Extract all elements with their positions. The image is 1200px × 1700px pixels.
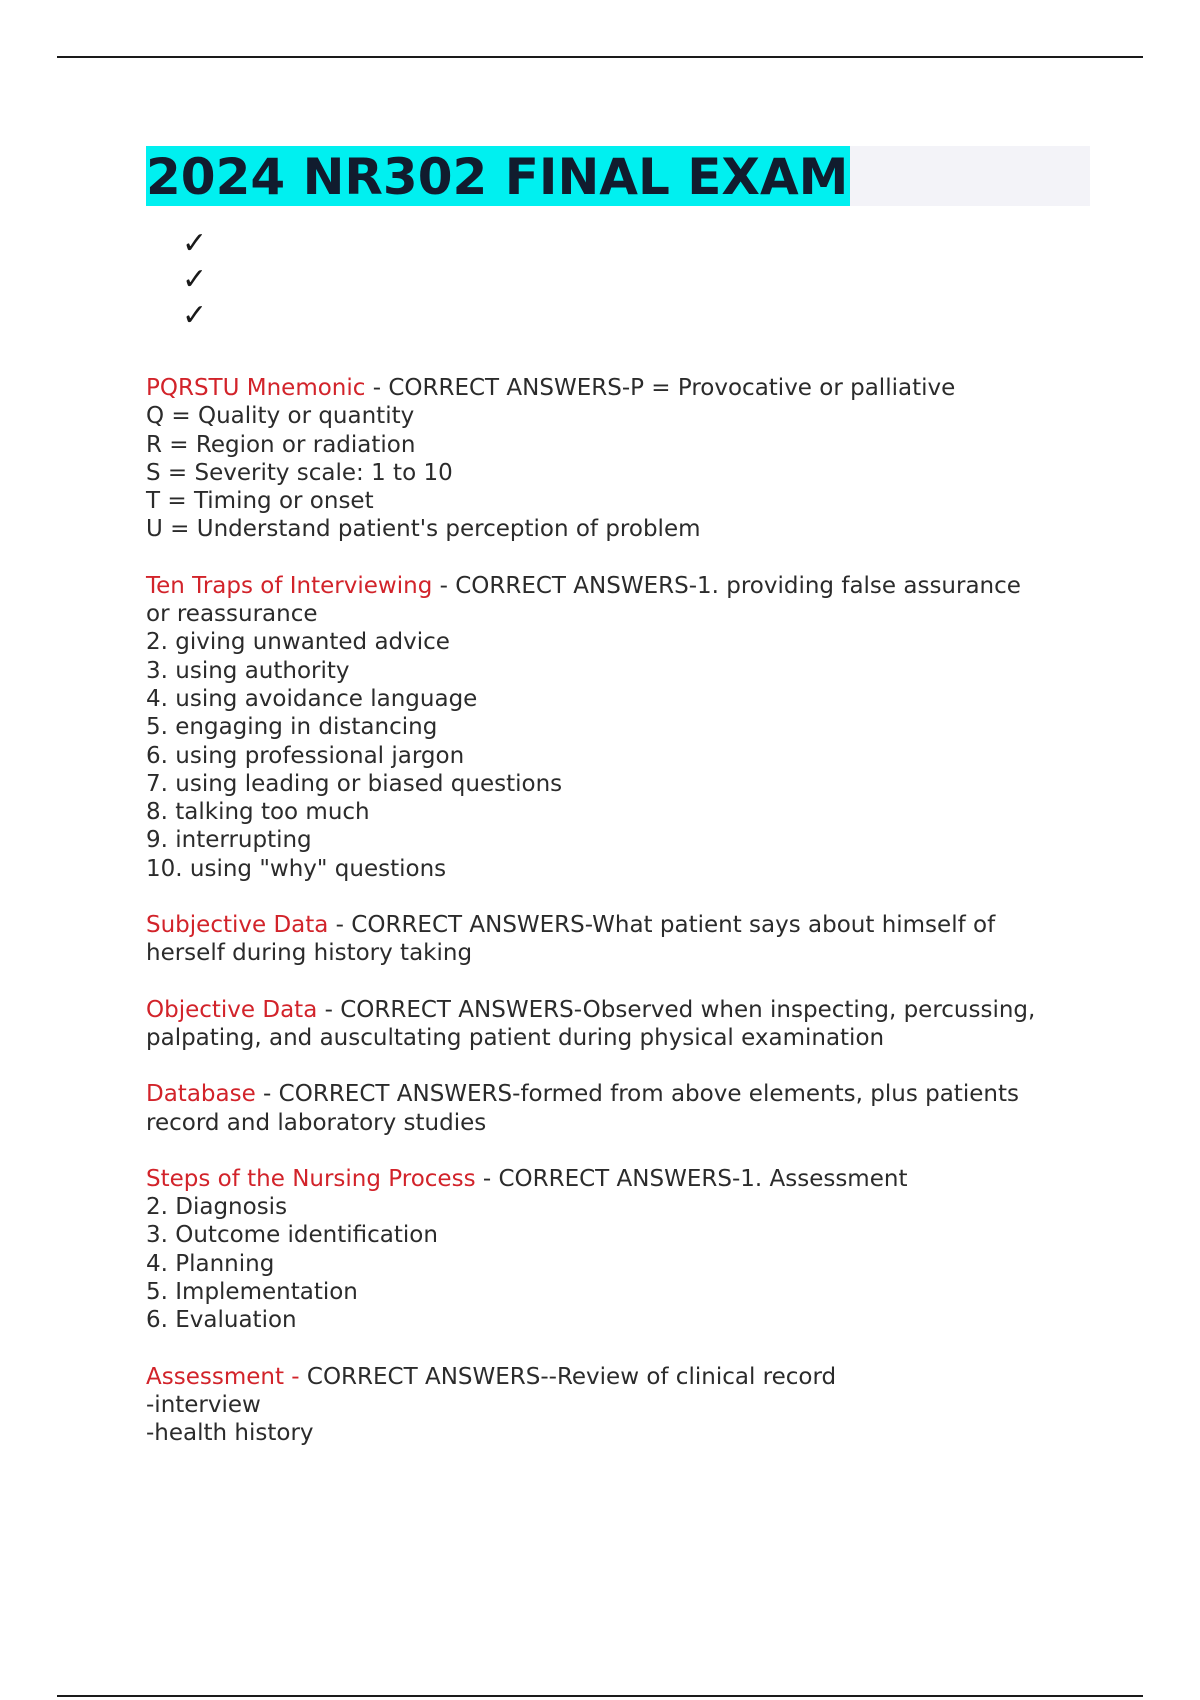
entry-line: -interview: [146, 1391, 261, 1418]
entry-line: U = Understand patient's perception of problem: [146, 516, 701, 543]
entry-term: Ten Traps of Interviewing: [146, 572, 433, 599]
qa-entry-objective-data: [146, 996, 1106, 1053]
entry-line: 7. using leading or biased questions: [146, 770, 563, 797]
page-title: 2024 NR302 FINAL EXAM: [146, 148, 849, 206]
entry-first-line: [146, 1080, 1106, 1108]
entry-term: Objective Data: [146, 996, 318, 1023]
qa-entry-assessment: [146, 1363, 1106, 1448]
entry-answer: CORRECT ANSWERS-P = Provocative or palliative: [388, 375, 956, 401]
entry-line: 6. using professional jargon: [146, 742, 465, 769]
entry-line: herself during history taking: [146, 940, 473, 967]
entry-first-line: [146, 911, 1106, 939]
entry-line: 6. Evaluation: [146, 1307, 297, 1334]
entry-first-line: [146, 1165, 1106, 1193]
checkmark-list: [182, 226, 207, 334]
entry-term: Steps of the Nursing Process: [146, 1165, 476, 1192]
check-icon: ✓: [182, 298, 208, 333]
entry-line: 3. using authority: [146, 657, 350, 684]
footer-rule: [57, 1695, 1143, 1697]
entry-answer: CORRECT ANSWERS-formed from above elements, plus patients: [278, 1081, 1019, 1108]
entry-line: 5. engaging in distancing: [146, 714, 438, 741]
entry-term: Database: [146, 1081, 256, 1108]
entry-line: 8. talking too much: [146, 799, 370, 826]
entry-answer: CORRECT ANSWERS-1. Assessment: [498, 1165, 908, 1192]
entry-line: -health history: [146, 1420, 314, 1447]
entry-line: palpating, and auscultating patient during physical examination: [146, 1024, 885, 1051]
entry-line: 4. Planning: [146, 1250, 275, 1277]
header-rule: [57, 56, 1143, 58]
qa-entry-subjective-data: [146, 911, 1106, 968]
check-icon: ✓: [182, 262, 208, 297]
entry-term: PQRSTU Mnemonic: [146, 375, 366, 401]
qa-entry-nursing-process: [146, 1165, 1106, 1335]
entry-first-line: [146, 996, 1106, 1024]
qa-entry-pqrstu: [146, 374, 1106, 544]
entry-line: 9. interrupting: [146, 827, 312, 854]
qa-entry-database: [146, 1080, 1106, 1137]
entry-line: T = Timing or onset: [146, 488, 374, 515]
entry-separator: -: [328, 912, 352, 939]
entry-separator: -: [317, 996, 341, 1023]
entry-line: 5. Implementation: [146, 1279, 358, 1306]
entry-answer: CORRECT ANSWERS-Observed when inspecting, percussing,: [340, 996, 1036, 1023]
entry-answer: CORRECT ANSWERS--Review of clinical record: [306, 1363, 837, 1390]
check-icon: ✓: [182, 226, 208, 261]
entry-line: or reassurance: [146, 601, 318, 628]
entry-line: record and laboratory studies: [146, 1109, 487, 1136]
entry-term: Assessment -: [146, 1363, 307, 1390]
qa-entry-ten-traps: [146, 572, 1106, 883]
entry-first-line: [146, 374, 1106, 402]
entry-separator: -: [365, 375, 389, 401]
entry-line: Q = Quality or quantity: [146, 403, 415, 430]
entry-term: Subjective Data: [146, 912, 329, 939]
entry-line: 4. using avoidance language: [146, 685, 478, 712]
entry-line: 2. Diagnosis: [146, 1194, 288, 1221]
entry-line: R = Region or radiation: [146, 431, 416, 458]
entry-line: 2. giving unwanted advice: [146, 629, 450, 656]
entry-first-line: [146, 572, 1106, 600]
entry-line: S = Severity scale: 1 to 10: [146, 459, 453, 486]
entry-line: 3. Outcome identification: [146, 1222, 438, 1249]
entry-answer: CORRECT ANSWERS-1. providing false assurance: [455, 572, 1021, 599]
entry-answer: CORRECT ANSWERS-What patient says about himself of: [351, 912, 996, 939]
entry-separator: -: [475, 1165, 499, 1192]
entry-separator: -: [255, 1081, 279, 1108]
flashcard-content: [146, 374, 1106, 1476]
entry-separator: -: [432, 572, 456, 599]
entry-line: 10. using "why" questions: [146, 855, 447, 882]
entry-first-line: [146, 1363, 1106, 1391]
